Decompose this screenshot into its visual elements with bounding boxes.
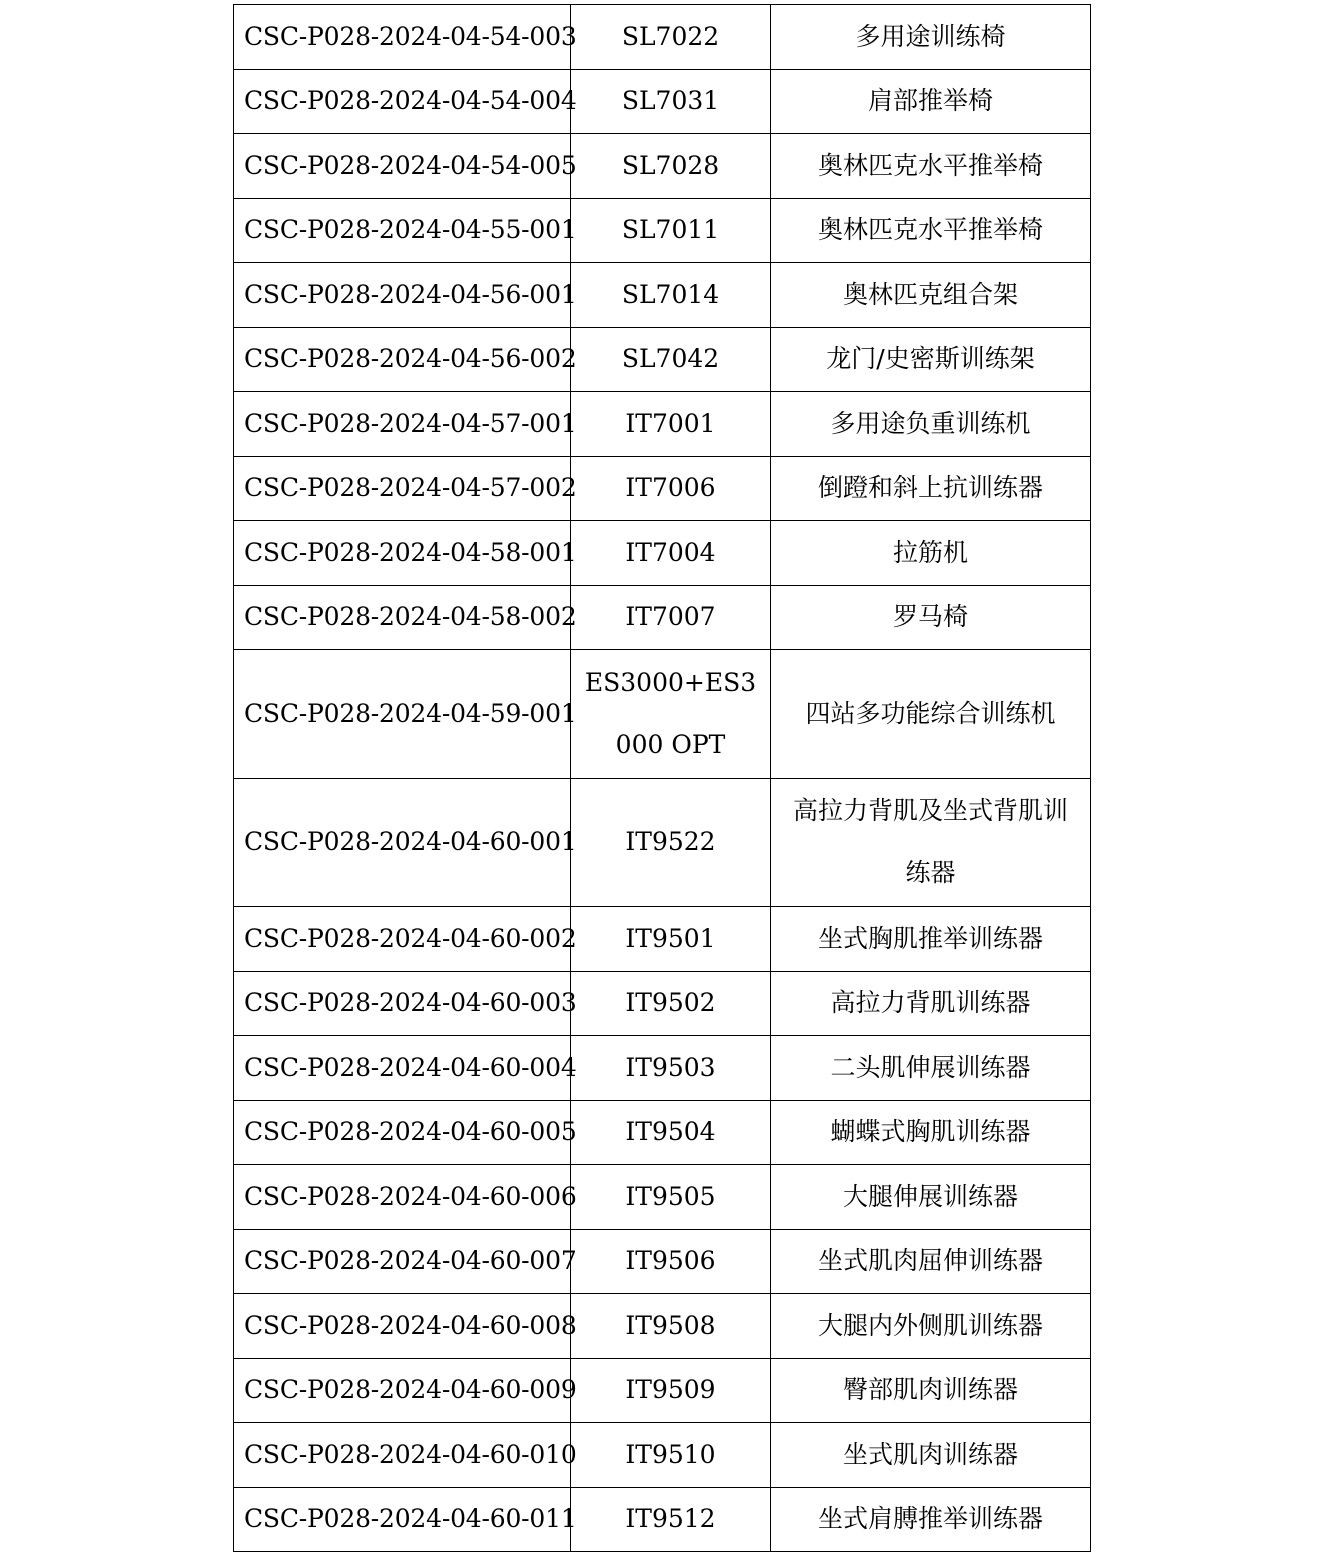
table-row xyxy=(234,1229,1091,1294)
product-name-cell: 高拉力背肌及坐式背肌训练器 xyxy=(771,778,1091,907)
table-row xyxy=(234,5,1091,70)
product-name-cell: 大腿内外侧肌训练器 xyxy=(771,1294,1091,1359)
model-cell: IT7006 xyxy=(571,456,771,521)
model-cell: SL7011 xyxy=(571,198,771,263)
certificate-code-cell: CSC-P028-2024-04-60-002 xyxy=(234,907,571,972)
table-row xyxy=(234,69,1091,134)
product-name-cell: 奥林匹克组合架 xyxy=(771,263,1091,328)
product-name-cell: 肩部推举椅 xyxy=(771,69,1091,134)
model-cell: SL7042 xyxy=(571,327,771,392)
model-cell: SL7031 xyxy=(571,69,771,134)
table-row xyxy=(234,778,1091,907)
product-name-cell: 坐式肌肉屈伸训练器 xyxy=(771,1229,1091,1294)
product-name-cell: 倒蹬和斜上抗训练器 xyxy=(771,456,1091,521)
certificate-code-cell: CSC-P028-2024-04-59-001 xyxy=(234,650,571,779)
product-name-cell: 二头肌伸展训练器 xyxy=(771,1036,1091,1101)
product-name-cell: 龙门/史密斯训练架 xyxy=(771,327,1091,392)
certificate-code-cell: CSC-P028-2024-04-58-001 xyxy=(234,521,571,586)
product-name-cell: 大腿伸展训练器 xyxy=(771,1165,1091,1230)
table-row xyxy=(234,1165,1091,1230)
model-cell: SL7028 xyxy=(571,134,771,199)
model-cell: IT9510 xyxy=(571,1423,771,1488)
certificate-code-cell: CSC-P028-2024-04-54-004 xyxy=(234,69,571,134)
product-name-cell: 拉筋机 xyxy=(771,521,1091,586)
table-row xyxy=(234,198,1091,263)
product-name-cell: 蝴蝶式胸肌训练器 xyxy=(771,1100,1091,1165)
model-cell: IT9501 xyxy=(571,907,771,972)
certificate-code-cell: CSC-P028-2024-04-54-005 xyxy=(234,134,571,199)
table-row xyxy=(234,392,1091,457)
table-row xyxy=(234,1358,1091,1423)
model-cell: IT9508 xyxy=(571,1294,771,1359)
table-row xyxy=(234,521,1091,586)
product-name-cell: 坐式肩膊推举训练器 xyxy=(771,1487,1091,1552)
product-name-cell: 奥林匹克水平推举椅 xyxy=(771,134,1091,199)
table-body xyxy=(234,5,1091,1552)
table-row xyxy=(234,456,1091,521)
product-name-cell: 高拉力背肌训练器 xyxy=(771,971,1091,1036)
certificate-code-cell: CSC-P028-2024-04-60-003 xyxy=(234,971,571,1036)
product-name-cell: 坐式肌肉训练器 xyxy=(771,1423,1091,1488)
model-cell: SL7022 xyxy=(571,5,771,70)
certificate-code-cell: CSC-P028-2024-04-56-001 xyxy=(234,263,571,328)
model-cell: IT7004 xyxy=(571,521,771,586)
model-cell: IT7001 xyxy=(571,392,771,457)
model-cell: ES3000+ES3000 OPT xyxy=(571,650,771,779)
model-cell: IT9522 xyxy=(571,778,771,907)
table-row xyxy=(234,1036,1091,1101)
table-row xyxy=(234,134,1091,199)
certificate-code-cell: CSC-P028-2024-04-60-010 xyxy=(234,1423,571,1488)
table-row xyxy=(234,907,1091,972)
certificate-code-cell: CSC-P028-2024-04-60-007 xyxy=(234,1229,571,1294)
table-row xyxy=(234,971,1091,1036)
table-row xyxy=(234,650,1091,779)
model-cell: IT9502 xyxy=(571,971,771,1036)
certificate-code-cell: CSC-P028-2024-04-60-011 xyxy=(234,1487,571,1552)
table-row xyxy=(234,263,1091,328)
table-row xyxy=(234,327,1091,392)
model-cell: IT9506 xyxy=(571,1229,771,1294)
table-row xyxy=(234,1423,1091,1488)
certificate-code-cell: CSC-P028-2024-04-60-005 xyxy=(234,1100,571,1165)
certificate-code-cell: CSC-P028-2024-04-57-001 xyxy=(234,392,571,457)
model-cell: IT9505 xyxy=(571,1165,771,1230)
certificate-code-cell: CSC-P028-2024-04-57-002 xyxy=(234,456,571,521)
model-cell: SL7014 xyxy=(571,263,771,328)
certificate-code-cell: CSC-P028-2024-04-60-001 xyxy=(234,778,571,907)
model-cell: IT9509 xyxy=(571,1358,771,1423)
certificate-code-cell: CSC-P028-2024-04-60-008 xyxy=(234,1294,571,1359)
product-name-cell: 多用途负重训练机 xyxy=(771,392,1091,457)
certificate-code-cell: CSC-P028-2024-04-58-002 xyxy=(234,585,571,650)
certificate-code-cell: CSC-P028-2024-04-55-001 xyxy=(234,198,571,263)
model-cell: IT9512 xyxy=(571,1487,771,1552)
certificate-code-cell: CSC-P028-2024-04-60-006 xyxy=(234,1165,571,1230)
product-name-cell: 四站多功能综合训练机 xyxy=(771,650,1091,779)
certificate-code-cell: CSC-P028-2024-04-54-003 xyxy=(234,5,571,70)
model-cell: IT9504 xyxy=(571,1100,771,1165)
certificate-table xyxy=(233,4,1091,1552)
certificate-code-cell: CSC-P028-2024-04-60-004 xyxy=(234,1036,571,1101)
certificate-code-cell: CSC-P028-2024-04-56-002 xyxy=(234,327,571,392)
product-name-cell: 奥林匹克水平推举椅 xyxy=(771,198,1091,263)
table-row xyxy=(234,1100,1091,1165)
model-cell: IT9503 xyxy=(571,1036,771,1101)
product-name-cell: 坐式胸肌推举训练器 xyxy=(771,907,1091,972)
table-row xyxy=(234,1487,1091,1552)
model-cell: IT7007 xyxy=(571,585,771,650)
product-name-cell: 多用途训练椅 xyxy=(771,5,1091,70)
certificate-code-cell: CSC-P028-2024-04-60-009 xyxy=(234,1358,571,1423)
product-name-cell: 罗马椅 xyxy=(771,585,1091,650)
product-name-cell: 臀部肌肉训练器 xyxy=(771,1358,1091,1423)
table-row xyxy=(234,585,1091,650)
table-row xyxy=(234,1294,1091,1359)
